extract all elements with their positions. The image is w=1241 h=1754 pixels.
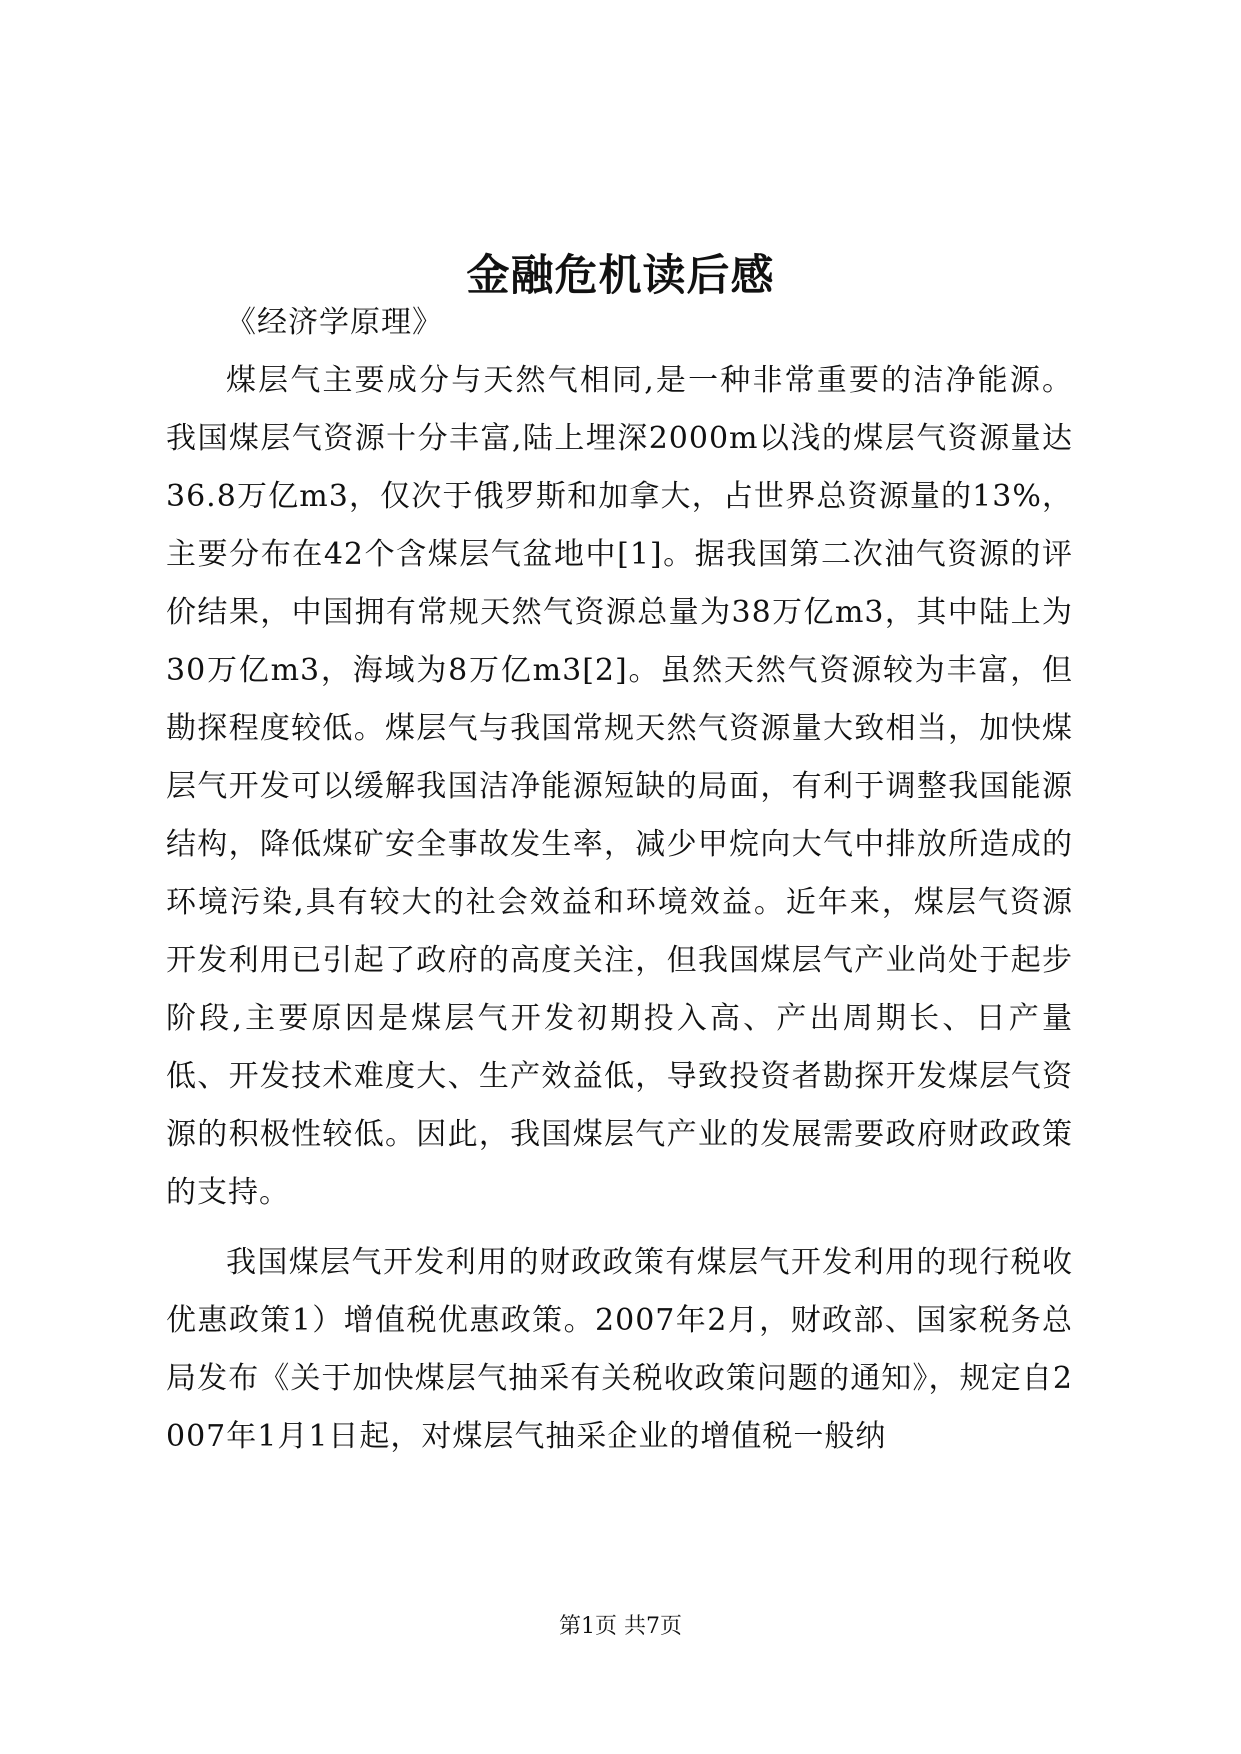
document-body: [166, 294, 1073, 1466]
page-number-footer: 第1页 共7页: [559, 1614, 682, 1639]
document-title: 金融危机读后感: [466, 250, 775, 301]
body-paragraph-1: 煤层气主要成分与天然气相同,是一种非常重要的洁净能源。我国煤层气资源十分丰富,陆上埋深2000m以浅的煤层气资源量达36.8万亿m3，仅次于俄罗斯和加拿大，占世界总资源量的13%，主要分布在42个含煤层气盆地中[1]。据我国第二次油气资源的评价结果，中国拥有常规天然气资源总量为38万亿m3，其中陆上为30万亿m3，海域为8万亿m3[2]。虽然天然气资源较为丰富，但勘探程度较低。煤层气与我国常规天然气资源量大致相当，加快煤层气开发可以缓解我国洁净能源短缺的局面，有利于调整我国能源结构，降低煤矿安全事故发生率，减少甲烷向大气中排放所造成的环境污染,具有较大的社会效益和环境效益。近年来，煤层气资源开发利用已引起了政府的高度关注，但我国煤层气产业尚处于起步阶段,主要原因是煤层气开发初期投入高、产出周期长、日产量低、开发技术难度大、生产效益低，导致投资者勘探开发煤层气资源的积极性较低。因此，我国煤层气产业的发展需要政府财政政策的支持。: [166, 363, 1073, 1210]
body-paragraph-2: 我国煤层气开发利用的财政政策有煤层气开发利用的现行税收优惠政策1）增值税优惠政策。2007年2月，财政部、国家税务总局发布《关于加快煤层气抽采有关税收政策问题的通知》，规定自2007年1月1日起，对煤层气抽采企业的增值税一般纳: [166, 1245, 1073, 1454]
document-subtitle: 《经济学原理》: [226, 305, 443, 340]
